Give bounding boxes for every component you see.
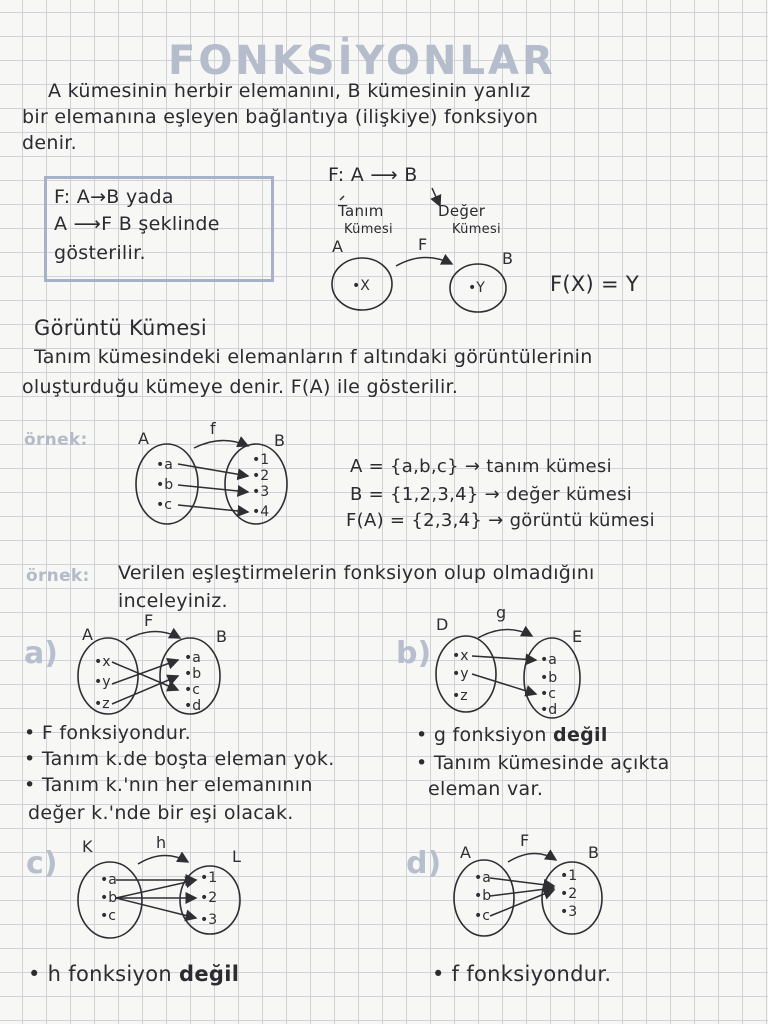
part-a-set-right-label: B	[216, 627, 227, 646]
ex1-b-elem: •3	[252, 484, 270, 500]
ex1-b-elem: •4	[252, 504, 270, 520]
part-c-tag: c)	[26, 846, 58, 881]
part-c-set-left-label: K	[82, 837, 93, 856]
ex1-arrow	[178, 505, 248, 512]
part-d-note-1: • f fonksiyondur.	[432, 962, 612, 986]
part-c-note-1-bold: değil	[179, 962, 240, 986]
example2-label: örnek:	[26, 566, 90, 586]
part-a-note-2: • Tanım k.de boşta eleman yok.	[24, 748, 335, 770]
part-d-arrow	[490, 888, 554, 896]
part-a-right-elem: •b	[184, 666, 202, 682]
part-c-top-arrow	[138, 855, 188, 864]
part-a-arrow	[112, 662, 178, 690]
ex1-func-label: f	[210, 419, 216, 438]
part-d-left-elem: •a	[474, 870, 491, 886]
ex1-top-arrow	[194, 440, 248, 448]
part-b-right-elem: •c	[540, 686, 556, 702]
ex1-a-elem: •c	[156, 497, 172, 513]
main-diagram	[332, 188, 513, 312]
part-a-left-elem: •x	[94, 654, 111, 670]
main-arrow-codomain	[432, 188, 440, 206]
ex1-b-elem: •2	[252, 468, 270, 484]
ex1-set-a-label: A	[138, 429, 149, 448]
main-arrow	[396, 257, 452, 266]
part-d-top-arrow	[508, 853, 556, 862]
part-d-set-right-label: B	[588, 843, 599, 862]
main-set-b-label: B	[502, 249, 513, 268]
notation-line-1: F: A→B yada	[54, 186, 174, 208]
part-b-right-elem: •a	[540, 652, 557, 668]
part-b-func-label: g	[496, 603, 507, 622]
part-b-note-1-bold: değil	[553, 724, 608, 746]
part-b-top-arrow	[478, 629, 532, 638]
notation-line-3: gösterilir.	[54, 242, 146, 264]
ex1-a-elem: •a	[156, 457, 173, 473]
main-elem-x: •X	[352, 278, 370, 294]
part-b-right-elem: •b	[540, 670, 558, 686]
part-d-tag: d)	[406, 846, 442, 881]
part-a-top-arrow	[126, 631, 180, 640]
part-b-diagram	[436, 603, 582, 718]
image-set-heading: Görüntü Kümesi	[34, 316, 207, 340]
intro-line-1: A kümesinin herbir elemanını, B kümesinin yanlız	[48, 80, 531, 102]
part-b-note-3: eleman var.	[428, 778, 544, 800]
part-c-note-1: • h fonksiyon	[28, 962, 173, 986]
domain-label-1: Tanım	[338, 202, 384, 220]
part-d-set-left-label: A	[460, 843, 471, 862]
part-a-note-3: • Tanım k.'nın her elemanının	[24, 774, 313, 796]
part-c-right-elem: •3	[200, 912, 218, 928]
part-a-right-elem: •d	[184, 698, 202, 714]
part-d-right-elem: •1	[560, 868, 578, 884]
part-d-right-elem: •2	[560, 886, 578, 902]
part-c-arrow	[116, 880, 196, 898]
part-a-tag: a)	[24, 636, 58, 671]
part-a-note-1: • F fonksiyondur.	[24, 722, 191, 744]
main-formula: F(X) = Y	[550, 272, 640, 296]
notation-line-2: A ⟶F B şeklinde	[54, 213, 220, 235]
codomain-label-2: Kümesi	[452, 222, 501, 237]
part-c-diagram	[78, 833, 241, 938]
part-a-left-elem: •z	[94, 696, 110, 712]
part-d-func-label: F	[520, 831, 530, 850]
part-a-right-elem: •a	[184, 650, 201, 666]
part-b-set-left-label: D	[436, 615, 449, 634]
ex1-a-elem: •b	[156, 477, 174, 493]
ex1-set-b-label: B	[274, 431, 285, 450]
part-b-right-elem: •d	[540, 702, 558, 718]
part-d-left-elem: •c	[474, 908, 490, 924]
ex1-arrow	[178, 485, 248, 492]
part-c-arrow	[116, 898, 196, 918]
part-c-func-label: h	[156, 833, 167, 852]
example1-diagram	[136, 419, 287, 524]
part-c-left-elem: •b	[100, 890, 118, 906]
image-set-line-2: oluşturduğu kümeye denir. F(A) ile gösterilir.	[22, 376, 459, 398]
part-c-left-elem: •c	[100, 908, 116, 924]
example1-label: örnek:	[24, 430, 88, 450]
part-b-note-2: • Tanım kümesinde açıkta	[416, 752, 670, 774]
part-b-left-elem: •y	[452, 666, 469, 682]
ex1-arrow	[178, 464, 248, 476]
part-b-arrow	[472, 656, 536, 660]
part-a-func-label: F	[144, 611, 154, 630]
image-set-line-1: Tanım kümesindeki elemanların f altındaki görüntülerinin	[34, 346, 593, 368]
page-title: FONKSİYONLAR	[168, 38, 556, 84]
part-b-set-right-label: E	[572, 627, 583, 646]
example2-line-1: Verilen eşleştirmelerin fonksiyon olup olmadığını	[118, 562, 595, 584]
part-d-diagram	[454, 831, 602, 936]
intro-line-3: denir.	[22, 132, 77, 154]
intro-line-2: bir elemanına eşleyen bağlantıya (ilişkiye) fonksiyon	[22, 106, 539, 128]
codomain-label-1: Değer	[438, 202, 486, 220]
part-a-diagram	[78, 611, 227, 714]
main-func-label: F	[418, 235, 428, 254]
example1-eq3: F(A) = {2,3,4} → görüntü kümesi	[346, 510, 655, 531]
part-c-right-elem: •1	[200, 870, 218, 886]
main-elem-y: •Y	[468, 280, 485, 296]
part-d-right-elem: •3	[560, 904, 578, 920]
part-b-left-elem: •z	[452, 688, 468, 704]
part-c-left-elem: •a	[100, 872, 117, 888]
part-a-right-elem: •c	[184, 682, 200, 698]
example2-line-2: inceleyiniz.	[118, 590, 228, 612]
example1-eq2: B = {1,2,3,4} → değer kümesi	[350, 484, 633, 505]
part-b-note-1: • g fonksiyon	[416, 724, 547, 746]
domain-label-2: Kümesi	[344, 222, 393, 237]
main-mapping: F: A ⟶ B	[328, 164, 418, 186]
part-c-set-right-label: L	[232, 847, 241, 866]
part-d-left-elem: •b	[474, 888, 492, 904]
part-a-note-4: değer k.'nde bir eşi olacak.	[28, 802, 294, 824]
part-c-right-elem: •2	[200, 890, 218, 906]
part-a-set-left-label: A	[82, 625, 93, 644]
example1-eq1: A = {a,b,c} → tanım kümesi	[350, 456, 612, 477]
main-tick-left	[340, 196, 344, 200]
part-a-left-elem: •y	[94, 674, 111, 690]
part-b-tag: b)	[396, 636, 432, 671]
part-b-left-elem: •x	[452, 648, 469, 664]
part-b-arrow	[472, 674, 536, 694]
main-set-a-label: A	[332, 237, 343, 256]
ex1-b-elem: •1	[252, 452, 270, 468]
